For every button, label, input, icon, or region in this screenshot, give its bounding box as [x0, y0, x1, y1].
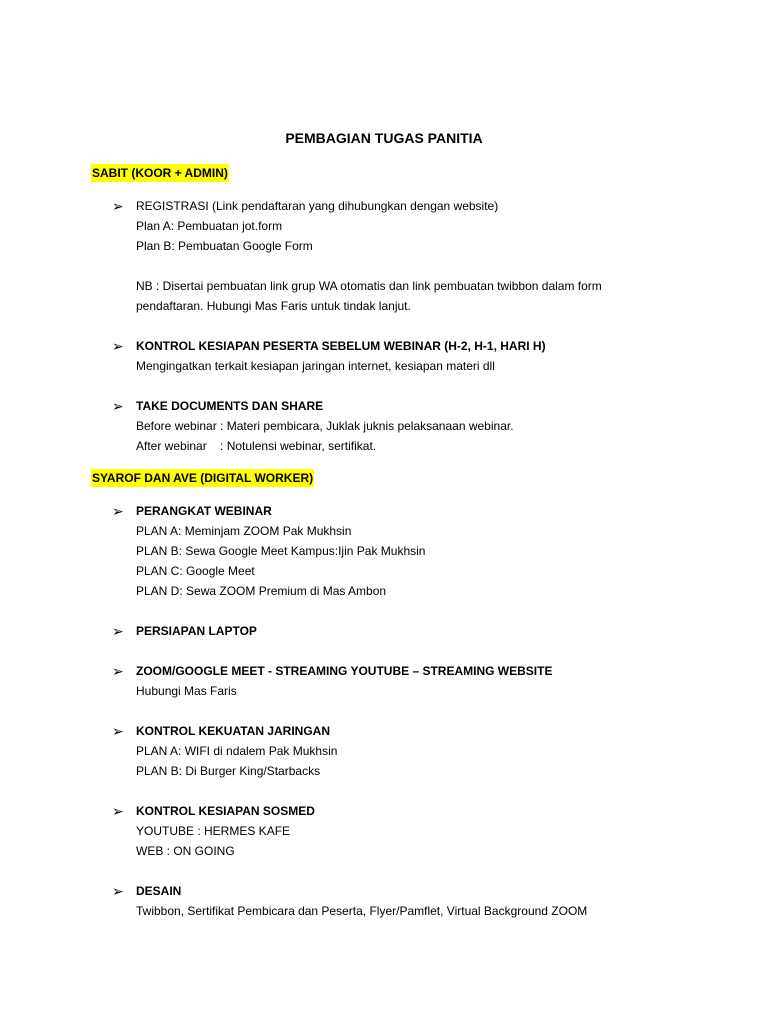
- arrow-bullet-icon: ➢: [112, 503, 124, 519]
- task-line: Plan A: Pembuatan jot.form: [136, 219, 283, 233]
- task-item-kontrol-sosmed: [112, 801, 672, 861]
- section-heading-sabit: SABIT (KOOR + ADMIN): [92, 166, 228, 180]
- arrow-bullet-icon: ➢: [112, 663, 124, 679]
- task-line: Twibbon, Sertifikat Pembicara dan Peserta, Flyer/Pamflet, Virtual Background ZOOM: [136, 904, 588, 918]
- task-heading: KONTROL KEKUATAN JARINGAN: [136, 724, 330, 738]
- arrow-bullet-icon: ➢: [112, 803, 124, 819]
- arrow-bullet-icon: ➢: [112, 883, 124, 899]
- arrow-bullet-icon: ➢: [112, 338, 124, 354]
- task-line: WEB : ON GOING: [136, 844, 235, 858]
- task-line: PLAN B: Di Burger King/Starbacks: [136, 764, 321, 778]
- task-heading: KONTROL KESIAPAN SOSMED: [136, 804, 315, 818]
- task-item-registrasi: [112, 196, 672, 316]
- task-heading: PERSIAPAN LAPTOP: [136, 624, 257, 638]
- document-title: PEMBAGIAN TUGAS PANITIA: [285, 130, 483, 146]
- task-line: Hubungi Mas Faris: [136, 684, 237, 698]
- task-heading: REGISTRASI (Link pendaftaran yang dihubungkan dengan website): [136, 199, 499, 213]
- arrow-bullet-icon: ➢: [112, 198, 124, 214]
- task-heading: ZOOM/GOOGLE MEET - STREAMING YOUTUBE – STREAMING WEBSITE: [136, 664, 553, 678]
- task-line: PLAN C: Google Meet: [136, 564, 255, 578]
- task-line: PLAN A: WIFI di ndalem Pak Mukhsin: [136, 744, 338, 758]
- task-item-perangkat-webinar: [112, 501, 672, 601]
- task-line: Plan B: Pembuatan Google Form: [136, 239, 313, 253]
- task-heading: TAKE DOCUMENTS DAN SHARE: [136, 399, 324, 413]
- task-heading: KONTROL KESIAPAN PESERTA SEBELUM WEBINAR (H-2, H-1, HARI H): [136, 339, 546, 353]
- arrow-bullet-icon: ➢: [112, 398, 124, 414]
- task-item-kontrol-kesiapan-peserta: [112, 336, 672, 376]
- arrow-bullet-icon: ➢: [112, 623, 124, 639]
- task-heading: PERANGKAT WEBINAR: [136, 504, 272, 518]
- task-note: NB : Disertai pembuatan link grup WA otomatis dan link pembuatan twibbon dalam form pendaftaran. Hubungi Mas Faris untuk tindak lanjut.: [136, 279, 602, 313]
- task-item-persiapan-laptop: [112, 621, 672, 641]
- task-line: Mengingatkan terkait kesiapan jaringan internet, kesiapan materi dll: [136, 359, 495, 373]
- task-heading: DESAIN: [136, 884, 182, 898]
- task-line: YOUTUBE : HERMES KAFE: [136, 824, 291, 838]
- task-line: PLAN D: Sewa ZOOM Premium di Mas Ambon: [136, 584, 387, 598]
- task-item-take-documents: [112, 396, 672, 456]
- section-heading-syarof-ave: SYAROF DAN AVE (DIGITAL WORKER): [92, 471, 314, 485]
- task-line: After webinar : Notulensi webinar, sertifikat.: [136, 439, 377, 453]
- task-item-zoom-streaming: [112, 661, 672, 701]
- task-item-desain: [112, 881, 672, 921]
- task-line: Before webinar : Materi pembicara, Juklak juknis pelaksanaan webinar.: [136, 419, 514, 433]
- arrow-bullet-icon: ➢: [112, 723, 124, 739]
- task-line: PLAN A: Meminjam ZOOM Pak Mukhsin: [136, 524, 352, 538]
- task-line: PLAN B: Sewa Google Meet Kampus:Ijin Pak Mukhsin: [136, 544, 426, 558]
- task-item-kontrol-jaringan: [112, 721, 672, 781]
